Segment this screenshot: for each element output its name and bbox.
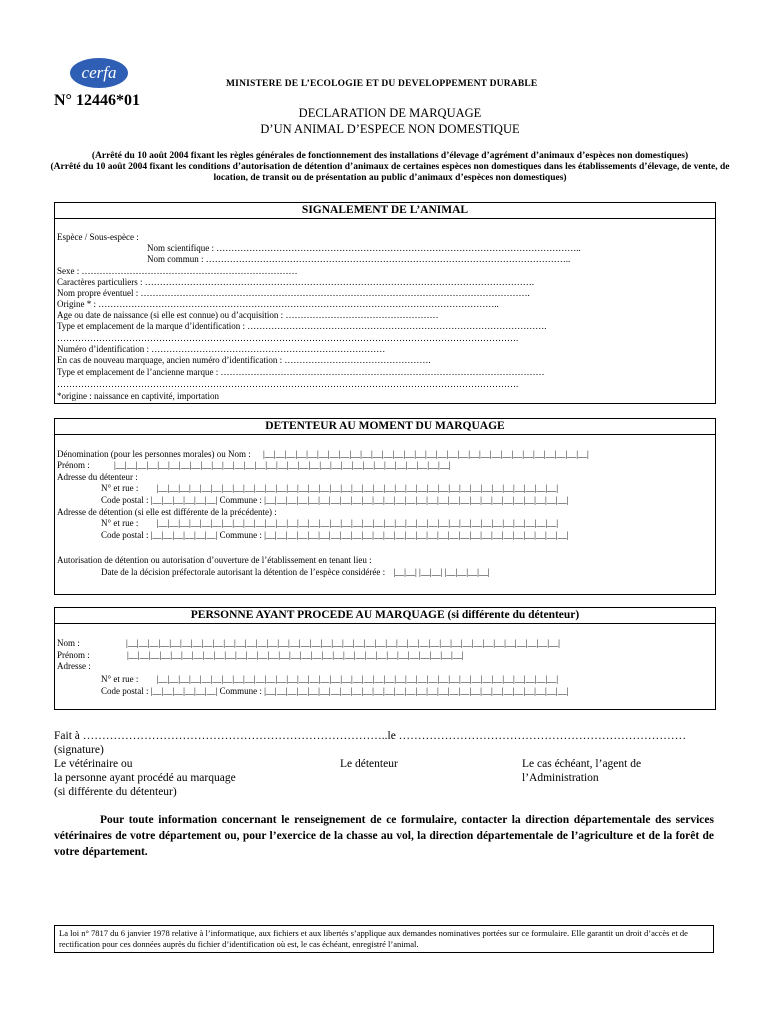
- place-date-line[interactable]: Fait à ……………………………………………………………………..le …………………………………………………………………: [54, 730, 687, 742]
- holder-firstname-label: Prénom :: [57, 460, 90, 470]
- old-mark-label: Type et emplacement de l’ancienne marque :: [57, 367, 219, 377]
- old-mark-field-2[interactable]: ……………………………………………………………………………………………………………………………………….: [57, 379, 519, 389]
- section-heading: PERSONNE AYANT PROCEDE AU MARQUAGE (si différente du détenteur): [55, 608, 715, 624]
- marker-name-label: Nom :: [57, 638, 80, 648]
- mark-type-label: Type et emplacement de la marque d’identification :: [57, 321, 246, 331]
- marker-firstname-field[interactable]: |__|__|__|__|__|__|__|__|__|__|__|__|__|__|__|__|__|__|__|__|__|__|__|__|__|__|__|__|__|__|__|: [127, 650, 464, 660]
- cerfa-logo: cerfa: [70, 58, 128, 88]
- particular-label: Caractères particuliers :: [57, 277, 143, 287]
- marker-street-label: N° et rue :: [101, 674, 139, 684]
- origin-label: Origine * :: [57, 299, 96, 309]
- detention-address-label: Adresse de détention (si elle est différente de la précédente) :: [57, 507, 277, 517]
- scientific-name-field[interactable]: …………………………………………………………………………………………………………..: [216, 243, 581, 253]
- particular-field[interactable]: ………………………………………………………………………………………………………………….: [144, 277, 534, 287]
- origin-field[interactable]: ……………………………………………………………………………………………………………………..: [98, 299, 499, 309]
- marker-section: [54, 607, 716, 710]
- common-name-label: Nom commun :: [147, 254, 204, 264]
- signature-label: (signature): [54, 744, 104, 756]
- ministry-name: MINISTERE DE L’ECOLOGIE ET DU DEVELOPPEMENT DURABLE: [226, 79, 538, 89]
- detention-street-label: N° et rue :: [101, 518, 139, 528]
- decree-reference-1: (Arrêté du 10 août 2004 fixant les règles générales de fonctionnement des installations d’élevage d’agrément d’animaux d’espèces non domestiques): [91, 151, 689, 161]
- marker-name-field[interactable]: |__|__|__|__|__|__|__|__|__|__|__|__|__|__|__|__|__|__|__|__|__|__|__|__|__|__|__|__|__|__|__|__|__|__|__|__|__|__|__|__|: [126, 638, 560, 648]
- mark-type-field-2[interactable]: ……………………………………………………………………………………………………………………………………….: [57, 333, 519, 343]
- section-heading: SIGNALEMENT DE L’ANIMAL: [55, 203, 715, 219]
- holder-firstname-field[interactable]: |__|__|__|__|__|__|__|__|__|__|__|__|__|__|__|__|__|__|__|__|__|__|__|__|__|__|__|__|__|__|__|: [114, 460, 451, 470]
- proper-name-field[interactable]: ………………………………………………………………………………………………………………….: [140, 288, 530, 298]
- common-name-field[interactable]: …………………………………………………………………………………………………………..: [205, 254, 571, 264]
- decision-date-field[interactable]: |__|__| |__|__| |__|__|__|__|: [393, 567, 490, 577]
- info-paragraph: Pour toute information concernant le renseignement de ce formulaire, contacter la direction départementale des services vétérinaires de votre département ou, pour l’exercice de la chasse au vol, la direction départementale de l’agriculture et de la forêt de votre département.: [54, 814, 714, 858]
- detention-street-field[interactable]: |__|__|__|__|__|__|__|__|__|__|__|__|__|__|__|__|__|__|__|__|__|__|__|__|__|__|__|__|__|__|__|__|__|__|__|__|__|: [156, 518, 559, 528]
- holder-section: [54, 418, 716, 595]
- origin-footnote: *origine : naissance en captivité, importation: [57, 391, 219, 401]
- vet-label-3: (si différente du détenteur): [54, 786, 177, 798]
- decree-reference-2: (Arrêté du 10 août 2004 fixant les conditions d’autorisation de détention d’animaux de certaines espèces non domestiques dans les établissements d’élevage, de vente, de location, de transit ou de présentation au public d’animaux d’espèces non domestiques): [50, 162, 730, 183]
- old-number-label: En cas de nouveau marquage, ancien numéro d’identification :: [57, 355, 283, 365]
- detention-commune-label: Commune :: [219, 530, 262, 540]
- authorization-label: Autorisation de détention ou autorisation d’ouverture de l’établissement en tenant lieu :: [57, 555, 372, 565]
- denomination-label: Dénomination (pour les personnes morales) ou Nom :: [57, 449, 251, 459]
- proper-name-label: Nom propre éventuel :: [57, 288, 139, 298]
- holder-street-label: N° et rue :: [101, 483, 139, 493]
- decision-date-label: Date de la décision préfectorale autorisant la détention de l’espèce considérée :: [101, 567, 386, 577]
- marker-commune-field[interactable]: |__|__|__|__|__|__|__|__|__|__|__|__|__|__|__|__|__|__|__|__|__|__|__|__|__|__|__|__|: [264, 686, 569, 696]
- marker-postal-label: Code postal :: [101, 686, 149, 696]
- marker-street-field[interactable]: |__|__|__|__|__|__|__|__|__|__|__|__|__|__|__|__|__|__|__|__|__|__|__|__|__|__|__|__|__|__|__|__|__|__|__|__|__|: [156, 674, 559, 684]
- marker-postal-field[interactable]: |__|__|__|__|__|__|: [150, 686, 218, 696]
- id-number-label: Numéro d’identification :: [57, 344, 149, 354]
- agent-label-1: Le cas échéant, l’agent de: [522, 758, 642, 770]
- vet-label-1: Le vétérinaire ou: [54, 758, 133, 770]
- cerfa-number: N° 12446*01: [54, 92, 140, 109]
- holder-street-field[interactable]: |__|__|__|__|__|__|__|__|__|__|__|__|__|__|__|__|__|__|__|__|__|__|__|__|__|__|__|__|__|__|__|__|__|__|__|__|__|: [156, 483, 559, 493]
- form-title-line2: D’UN ANIMAL D’ESPECE NON DOMESTIQUE: [260, 122, 520, 136]
- holder-commune-field[interactable]: |__|__|__|__|__|__|__|__|__|__|__|__|__|__|__|__|__|__|__|__|__|__|__|__|__|__|__|__|: [264, 495, 569, 505]
- holder-commune-label: Commune :: [219, 495, 262, 505]
- holder-postal-label: Code postal :: [101, 495, 149, 505]
- holder-signature-label: Le détenteur: [340, 758, 398, 770]
- detention-postal-field[interactable]: |__|__|__|__|__|__|: [150, 530, 218, 540]
- animal-description-section: [54, 202, 716, 404]
- privacy-notice: La loi n° 7817 du 6 janvier 1978 relative à l’informatique, aux fichiers et aux libertés s’applique aux demandes nominatives portées sur ce formulaire. Elle garantit un droit d’accès et de rectification pour ces données auprès du fichier d’identification où est, le cas échéant, enregistré l’animal.: [54, 925, 714, 953]
- form-title-line1: DECLARATION DE MARQUAGE: [298, 106, 482, 120]
- denomination-field[interactable]: |__|__|__|__|__|__|__|__|__|__|__|__|__|__|__|__|__|__|__|__|__|__|__|__|__|__|__|__|__|__|: [262, 449, 589, 459]
- old-mark-field[interactable]: ………………………………………………………………………………………………: [220, 367, 545, 377]
- marker-commune-label: Commune :: [219, 686, 262, 696]
- holder-address-label: Adresse du détenteur :: [57, 472, 138, 482]
- species-label: Espèce / Sous-espèce :: [57, 232, 139, 242]
- agent-label-2: l’Administration: [522, 772, 599, 784]
- holder-postal-field[interactable]: |__|__|__|__|__|__|: [150, 495, 218, 505]
- sex-label: Sexe :: [57, 266, 80, 276]
- marker-address-label: Adresse :: [57, 661, 91, 671]
- age-field[interactable]: ……………………………………………: [285, 310, 439, 320]
- mark-type-field[interactable]: ……………………………………………………………………………………….: [247, 321, 547, 331]
- sex-field[interactable]: ………………………………………………………………: [81, 266, 298, 276]
- detention-commune-field[interactable]: |__|__|__|__|__|__|__|__|__|__|__|__|__|__|__|__|__|__|__|__|__|__|__|__|__|__|__|__|: [264, 530, 569, 540]
- id-number-field[interactable]: ……………………………………………………………………: [151, 344, 386, 354]
- old-number-field[interactable]: ………………………………………….: [284, 355, 431, 365]
- marker-firstname-label: Prénom :: [57, 650, 90, 660]
- section-heading: DETENTEUR AU MOMENT DU MARQUAGE: [55, 419, 715, 435]
- age-label: Age ou date de naissance (si elle est connue) ou d’acquisition :: [57, 310, 284, 320]
- scientific-name-label: Nom scientifique :: [147, 243, 214, 253]
- vet-label-2: la personne ayant procédé au marquage: [54, 772, 236, 784]
- detention-postal-label: Code postal :: [101, 530, 149, 540]
